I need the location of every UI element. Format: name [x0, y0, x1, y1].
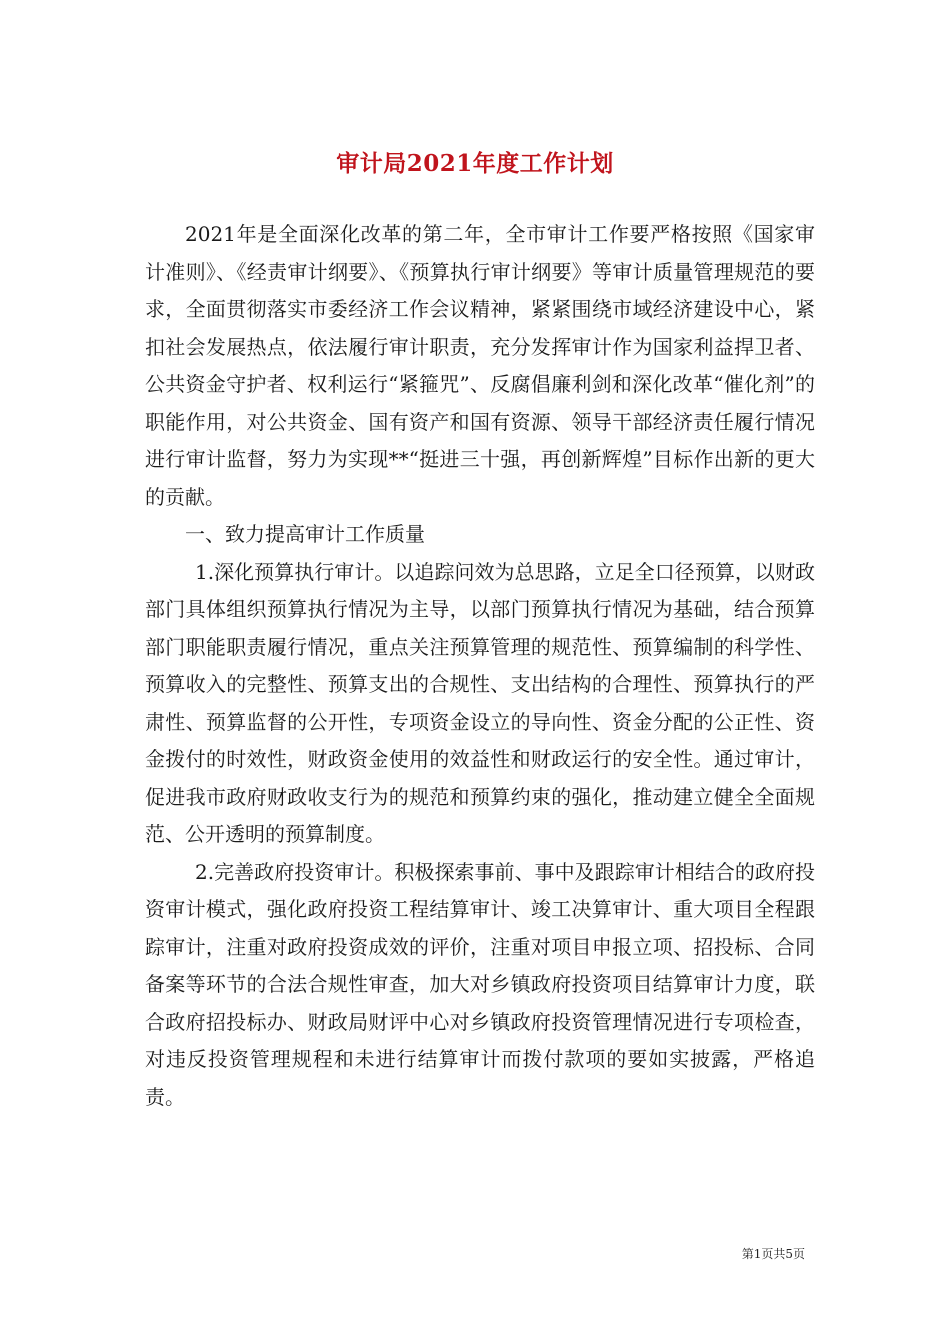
page-number: 第1页共5页 — [741, 1247, 805, 1261]
numbered-paragraph-2: 2.完善政府投资审计。积极探索事前、事中及跟踪审计相结合的政府投资审计模式，强化政府投资工程结算审计、竣工决算审计、重大项目全程跟踪审计，注重对政府投资成效的评价，注重对项目申报立项、招投标、合同备案等环节的合法合规性审查，加大对乡镇政府投资项目结算审计力度，联合政府招投标办、财政局财评中心对乡镇政府投资管理情况进行专项检查，对违反投资管理规程和未进行结算审计而拨付款项的要如实披露，严格追责。 — [145, 859, 815, 1109]
intro-paragraph: 2021年是全面深化改革的第二年，全市审计工作要严格按照《国家审计准则》、《经责审计纲要》、《预算执行审计纲要》等审计质量管理规范的要求，全面贯彻落实市委经济工作会议精神，紧紧围绕市域经济建设中心，紧扣社会发展热点，依法履行审计职责，充分发挥审计作为国家利益捍卫者、公共资金守护者、权利运行“紧箍咒”、反腐倡廉利剑和深化改革“催化剂”的职能作用，对公共资金、国有资产和国有资源、领导干部经济责任履行情况进行审计监督，努力为实现**“挺进三十强，再创新辉煌”目标作出新的更大的贡献。 — [145, 222, 815, 509]
section-heading: 一、致力提高审计工作质量 — [185, 522, 425, 546]
document-body — [145, 216, 815, 1116]
numbered-paragraph-1: 1.深化预算执行审计。以追踪问效为总思路，立足全口径预算，以财政部门具体组织预算执行情况为主导，以部门预算执行情况为基础，结合预算部门职能职责履行情况，重点关注预算管理的规范性、预算编制的科学性、预算收入的完整性、预算支出的合规性、支出结构的合理性、预算执行的严肃性、预算监督的公开性，专项资金设立的导向性、资金分配的公正性、资金拨付的时效性，财政资金使用的效益性和财政运行的安全性。通过审计，促进我市政府财政收支行为的规范和预算约束的强化，推动建立健全全面规范、公开透明的预算制度。 — [145, 559, 815, 846]
document-title: 审计局2021年度工作计划 — [336, 150, 614, 178]
